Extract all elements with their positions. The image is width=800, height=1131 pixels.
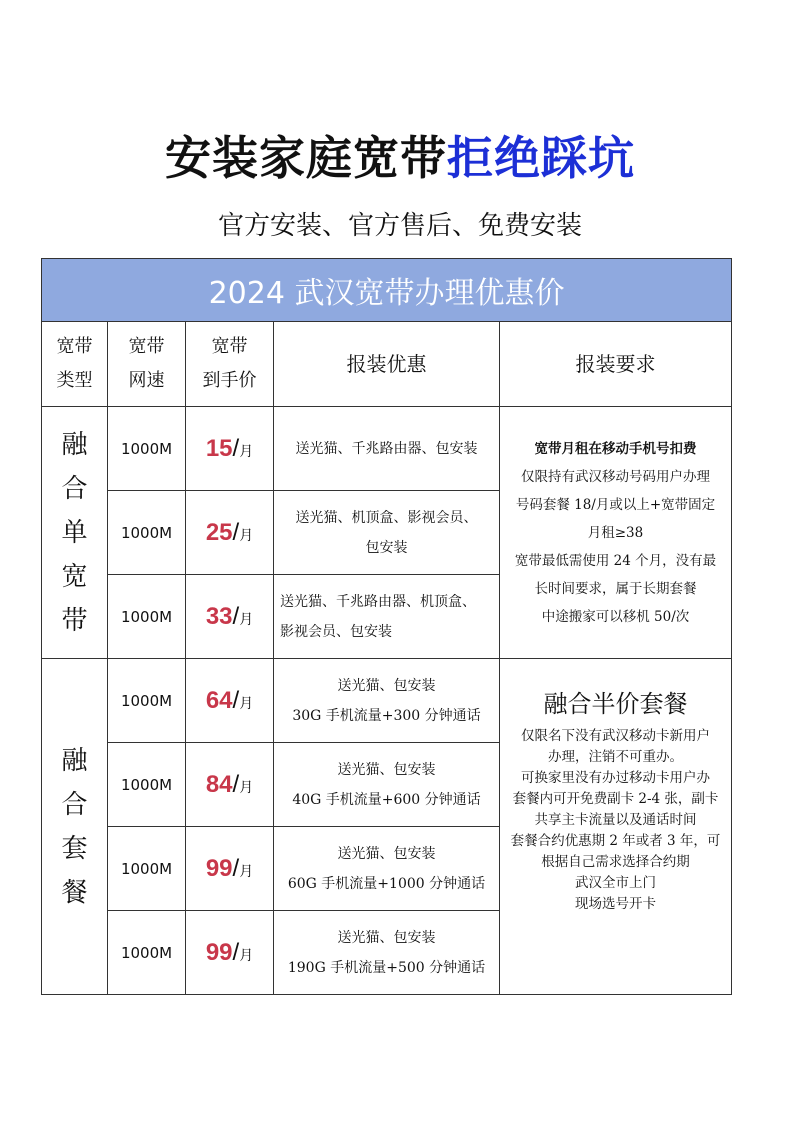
speed-cell: 1000M <box>108 407 186 491</box>
title-blue: 拒绝踩坑 <box>447 131 635 185</box>
group-type-cell: 融 合 单 宽 带 <box>42 407 108 659</box>
offer-cell: 送光猫、包安装 30G 手机流量+300 分钟通话 <box>274 659 500 743</box>
offer-cell: 送光猫、包安装 190G 手机流量+500 分钟通话 <box>274 911 500 995</box>
page-title <box>0 128 800 188</box>
price-table <box>41 258 732 995</box>
group-type-cell: 融 合 套 餐 <box>42 659 108 995</box>
header-offer: 报装优惠 <box>274 322 500 407</box>
price-cell: 99/月 <box>186 911 274 995</box>
price-cell: 84/月 <box>186 743 274 827</box>
offer-cell: 送光猫、包安装 60G 手机流量+1000 分钟通话 <box>274 827 500 911</box>
table-banner: 2024 武汉宽带办理优惠价 <box>42 259 732 322</box>
speed-cell: 1000M <box>108 911 186 995</box>
speed-cell: 1000M <box>108 575 186 659</box>
offer-cell: 送光猫、千兆路由器、包安装 <box>274 407 500 491</box>
offer-cell: 送光猫、千兆路由器、机顶盒、 影视会员、包安装 <box>274 575 500 659</box>
header-price: 宽带 到手价 <box>186 322 274 407</box>
speed-cell: 1000M <box>108 659 186 743</box>
price-cell: 15/月 <box>186 407 274 491</box>
header-type: 宽带 类型 <box>42 322 108 407</box>
speed-cell: 1000M <box>108 827 186 911</box>
requirement-cell: 宽带月租在移动手机号扣费 仅限持有武汉移动号码用户办理 号码套餐 18/月或以上+宽带固定 月租≥38 宽带最低需使用 24 个月，没有最 长时间要求，属于长期套餐 中途搬家可以移机 50/次 <box>500 407 732 659</box>
price-cell: 25/月 <box>186 491 274 575</box>
title-black: 安装家庭宽带 <box>165 131 447 185</box>
price-cell: 33/月 <box>186 575 274 659</box>
speed-cell: 1000M <box>108 743 186 827</box>
table-row <box>42 659 732 743</box>
page-subtitle: 官方安装、官方售后、免费安装 <box>217 211 582 241</box>
header-speed: 宽带 网速 <box>108 322 186 407</box>
price-cell: 64/月 <box>186 659 274 743</box>
table-header-row <box>42 322 732 407</box>
offer-cell: 送光猫、包安装 40G 手机流量+600 分钟通话 <box>274 743 500 827</box>
speed-cell: 1000M <box>108 491 186 575</box>
table-row <box>42 407 732 491</box>
price-cell: 99/月 <box>186 827 274 911</box>
header-requirement: 报装要求 <box>500 322 732 407</box>
offer-cell: 送光猫、机顶盒、影视会员、 包安装 <box>274 491 500 575</box>
requirement-cell: 融合半价套餐 仅限名下没有武汉移动卡新用户 办理，注销不可重办。 可换家里没有办过移动卡用户办 套餐内可开免费副卡 2-4 张，副卡 共享主卡流量以及通话时间 套餐合约优惠期 2 年或者 3 年，可 根据自己需求选择合约期 武汉全市上门 现场选号开卡 <box>500 659 732 995</box>
